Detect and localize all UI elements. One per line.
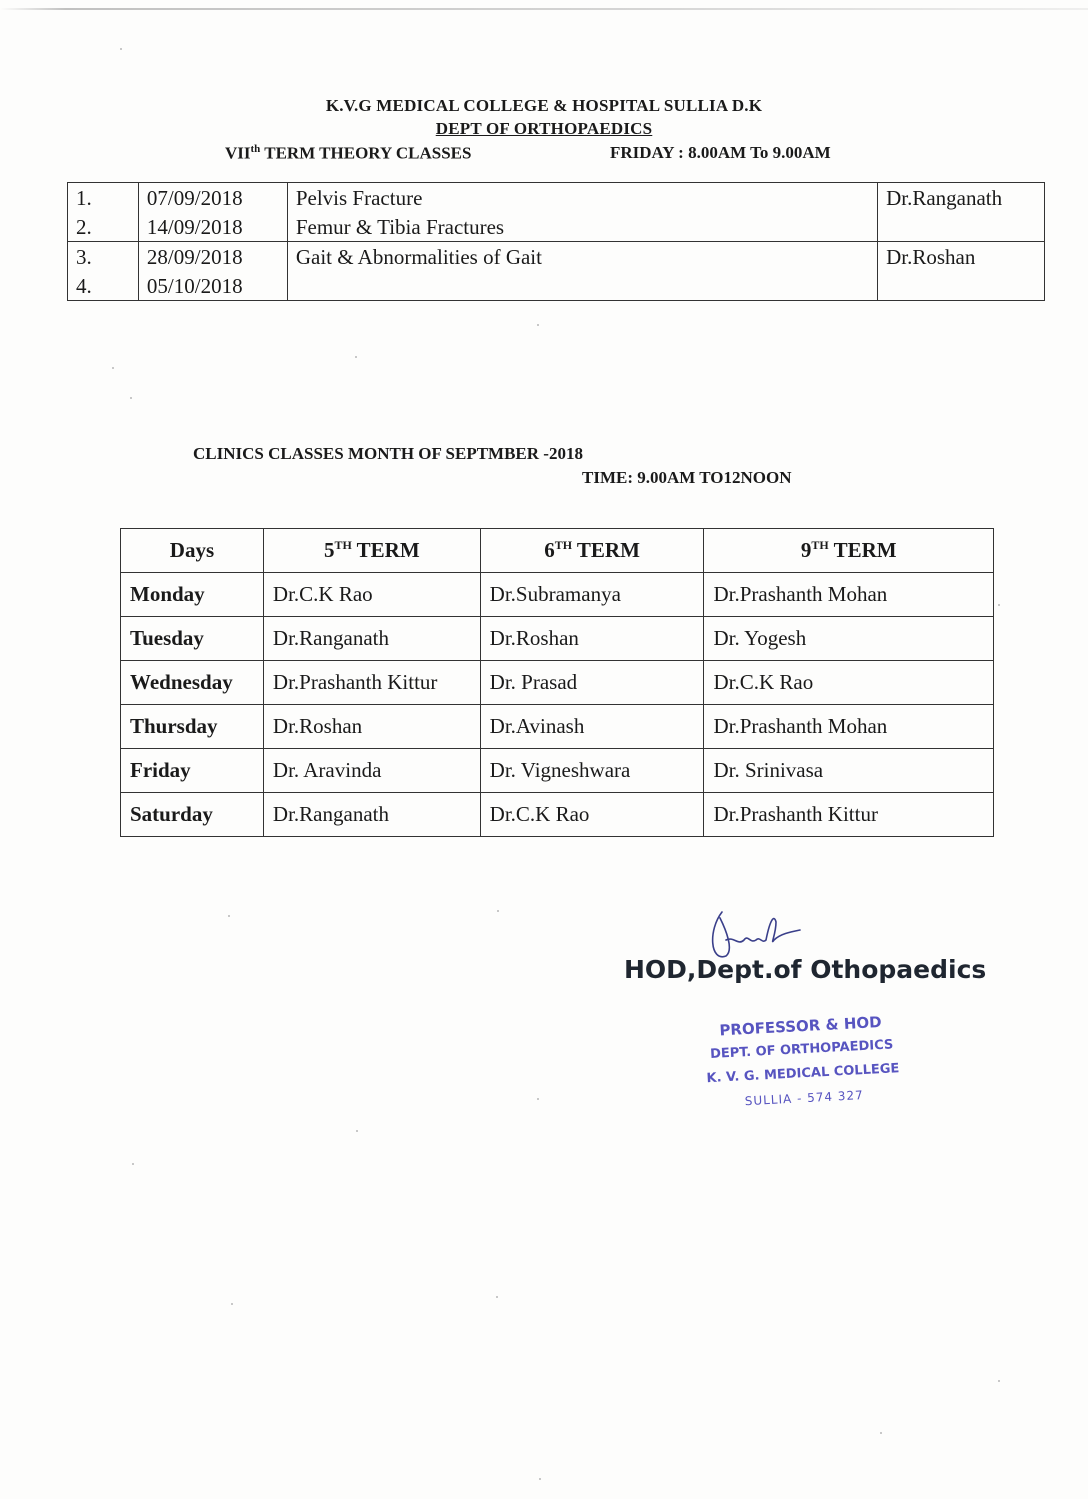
row-topics: Gait & Abnormalities of Gait — [287, 242, 877, 301]
col-header-6th-term: 6TH TERM — [480, 529, 704, 573]
col-header-days: Days — [121, 529, 264, 573]
day-cell: Friday — [121, 749, 264, 793]
row-topics: Pelvis Fracture Femur & Tibia Fractures — [287, 183, 877, 242]
col-header-9th-term: 9TH TERM — [704, 529, 994, 573]
teacher-cell: Dr. Yogesh — [704, 617, 994, 661]
scan-speck — [998, 604, 1000, 606]
teacher-cell: Dr.Avinash — [480, 705, 704, 749]
teacher-cell: Dr.Roshan — [263, 705, 480, 749]
clinics-table — [120, 528, 994, 837]
teacher-cell: Dr. Aravinda — [263, 749, 480, 793]
day-cell: Monday — [121, 573, 264, 617]
scan-speck — [497, 910, 499, 912]
table-row — [68, 183, 1045, 242]
clinics-time: TIME: 9.00AM TO12NOON — [582, 468, 792, 487]
scan-speck — [132, 1163, 134, 1165]
row-dates: 07/09/2018 14/09/2018 — [138, 183, 287, 242]
table-row — [121, 661, 994, 705]
scan-speck — [231, 1303, 233, 1305]
scan-speck — [130, 397, 132, 399]
teacher-cell: Dr.C.K Rao — [704, 661, 994, 705]
row-numbers: 1. 2. — [68, 183, 139, 242]
table-header-row — [121, 529, 994, 573]
dept-title: DEPT OF ORTHOPAEDICS — [435, 119, 653, 138]
teacher-cell: Dr.Prashanth Mohan — [704, 705, 994, 749]
scan-speck — [228, 915, 230, 917]
teacher-cell: Dr. Vigneshwara — [480, 749, 704, 793]
teacher-cell: Dr. Srinivasa — [704, 749, 994, 793]
hod-signature-label: HOD,Dept.of Othopaedics — [624, 955, 987, 984]
scan-speck — [537, 1098, 539, 1100]
table-row — [121, 793, 994, 837]
teacher-cell: Dr.Prashanth Mohan — [704, 573, 994, 617]
teacher-cell: Dr.C.K Rao — [263, 573, 480, 617]
row-teacher: Dr.Ranganath — [878, 183, 1045, 242]
scan-top-edge — [0, 8, 1088, 10]
clinics-title: CLINICS CLASSES MONTH OF SEPTMBER -2018 — [193, 444, 583, 463]
scan-speck — [355, 356, 357, 358]
row-dates: 28/09/2018 05/10/2018 — [138, 242, 287, 301]
table-row — [121, 749, 994, 793]
teacher-cell: Dr.Ranganath — [263, 617, 480, 661]
theory-table — [67, 182, 1045, 301]
scan-speck — [998, 1380, 1000, 1382]
scan-speck — [120, 48, 122, 50]
teacher-cell: Dr.Prashanth Kittur — [704, 793, 994, 837]
teacher-cell: Dr.Roshan — [480, 617, 704, 661]
scan-speck — [356, 1130, 358, 1132]
college-title: K.V.G MEDICAL COLLEGE & HOSPITAL SULLIA D.K — [325, 96, 763, 115]
row-teacher: Dr.Roshan — [878, 242, 1045, 301]
scan-speck — [539, 1478, 541, 1480]
col-header-5th-term: 5TH TERM — [263, 529, 480, 573]
scan-speck — [537, 324, 539, 326]
teacher-cell: Dr.Ranganath — [263, 793, 480, 837]
day-cell: Thursday — [121, 705, 264, 749]
day-cell: Tuesday — [121, 617, 264, 661]
table-row — [121, 705, 994, 749]
scan-speck — [496, 1296, 498, 1298]
row-numbers: 3. 4. — [68, 242, 139, 301]
table-row — [68, 242, 1045, 301]
theory-schedule: FRIDAY : 8.00AM To 9.00AM — [610, 143, 831, 162]
table-row — [121, 617, 994, 661]
scan-speck — [880, 1432, 882, 1434]
day-cell: Saturday — [121, 793, 264, 837]
teacher-cell: Dr.C.K Rao — [480, 793, 704, 837]
scan-speck — [112, 367, 114, 369]
theory-term-heading: VIIth TERM THEORY CLASSES — [225, 143, 472, 163]
teacher-cell: Dr.Prashanth Kittur — [263, 661, 480, 705]
teacher-cell: Dr.Subramanya — [480, 573, 704, 617]
teacher-cell: Dr. Prasad — [480, 661, 704, 705]
official-stamp: PROFESSOR & HOD DEPT. OF ORTHOPAEDICS K. V. G. MEDICAL COLLEGE SULLIA - 574 327 — [706, 1012, 900, 1109]
table-row — [121, 573, 994, 617]
day-cell: Wednesday — [121, 661, 264, 705]
